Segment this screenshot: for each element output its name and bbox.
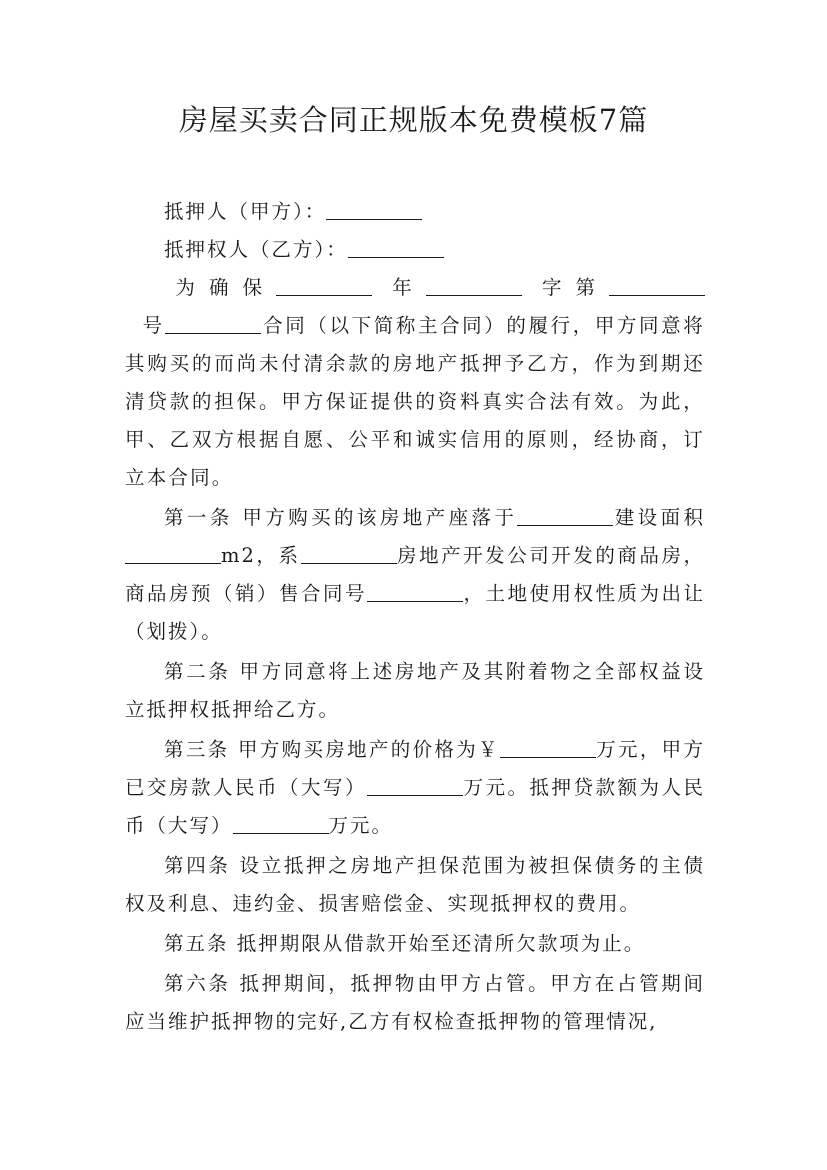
article-1-text-5: ，土地使用权性质为出让（划拨）。 [125, 582, 705, 643]
document-title: 房屋买卖合同正规版本免费模板7篇 [178, 103, 649, 137]
preamble-hao: 号 [142, 314, 165, 337]
contract-number-blank[interactable] [609, 269, 705, 296]
mortgagee-label: 抵押权人（乙方）： [164, 238, 348, 261]
preamble-paragraph [125, 269, 705, 497]
contract-word-blank[interactable] [426, 269, 522, 296]
preamble-lead: 为确保 [175, 276, 276, 299]
mortgagor-line [125, 193, 705, 231]
paid-amount-blank[interactable] [367, 769, 463, 796]
contract-year-prefix-blank[interactable] [276, 269, 372, 296]
mortgagor-label: 抵押人（甲方）： [164, 200, 327, 223]
article-1-text-3: m2，系 [221, 544, 301, 567]
preamble-text: 合同（以下简称主合同）的履行，甲方同意将其购买的而尚未付清余款的房地产抵押予乙方，作为到期还清贷款的担保。甲方保证提供的资料真实合法有效。为此，甲、乙双方根据自愿、公平和诚实信用的原则，经协商，订立本合同。 [125, 314, 705, 489]
article-3-text-2: 万元，甲方已交房款人民币（大写） [125, 738, 705, 799]
article-2-head: 第二条 [164, 660, 231, 683]
property-location-blank[interactable] [517, 499, 613, 526]
purchase-price-blank[interactable] [500, 731, 596, 758]
article-2 [125, 653, 705, 729]
article-4-text: 设立抵押之房地产担保范围为被担保债务的主债权及利息、违约金、损害赔偿金、实现抵押权的费用。 [125, 854, 705, 915]
building-area-blank[interactable] [125, 537, 221, 564]
preamble-zi-di: 字第 [541, 276, 609, 299]
article-6-head: 第六条 [164, 972, 231, 995]
article-1-text-1: 甲方购买的该房地产座落于 [242, 506, 518, 529]
loan-amount-blank[interactable] [233, 807, 329, 834]
article-4 [125, 847, 705, 923]
article-3 [125, 731, 705, 845]
article-6 [125, 965, 705, 1041]
article-5 [125, 925, 705, 963]
article-5-text: 抵押期限从借款开始至还清所欠款项为止。 [236, 932, 646, 955]
article-3-text-1: 甲方购买房地产的价格为￥ [238, 738, 500, 761]
presale-contract-number-blank[interactable] [367, 575, 463, 602]
mortgagor-blank[interactable] [326, 193, 422, 220]
article-6-text: 抵押期间，抵押物由甲方占管。甲方在占管期间应当维护抵押物的完好,乙方有权检查抵押物的管理情况, [125, 972, 705, 1033]
article-1 [125, 499, 705, 651]
article-5-head: 第五条 [164, 932, 229, 955]
document-body [125, 193, 705, 1043]
developer-blank[interactable] [301, 537, 397, 564]
article-2-text: 甲方同意将上述房地产及其附着物之全部权益设立抵押权抵押给乙方。 [125, 660, 705, 721]
mortgagee-blank[interactable] [348, 231, 444, 258]
article-3-text-3: 万元。抵押贷款额为人民币（大写） [125, 776, 705, 837]
article-1-head: 第一条 [164, 506, 233, 529]
preamble-year: 年 [392, 276, 426, 299]
article-1-text-4: 房地产开发公司开发的商品房，商品房预（销）售合同号 [125, 544, 705, 605]
article-1-text-2: 建设面积 [613, 506, 705, 529]
article-3-text-4: 万元。 [328, 814, 394, 837]
article-3-head: 第三条 [164, 738, 230, 761]
main-contract-blank[interactable] [165, 307, 261, 334]
article-4-head: 第四条 [164, 854, 231, 877]
mortgagee-line [125, 231, 705, 269]
